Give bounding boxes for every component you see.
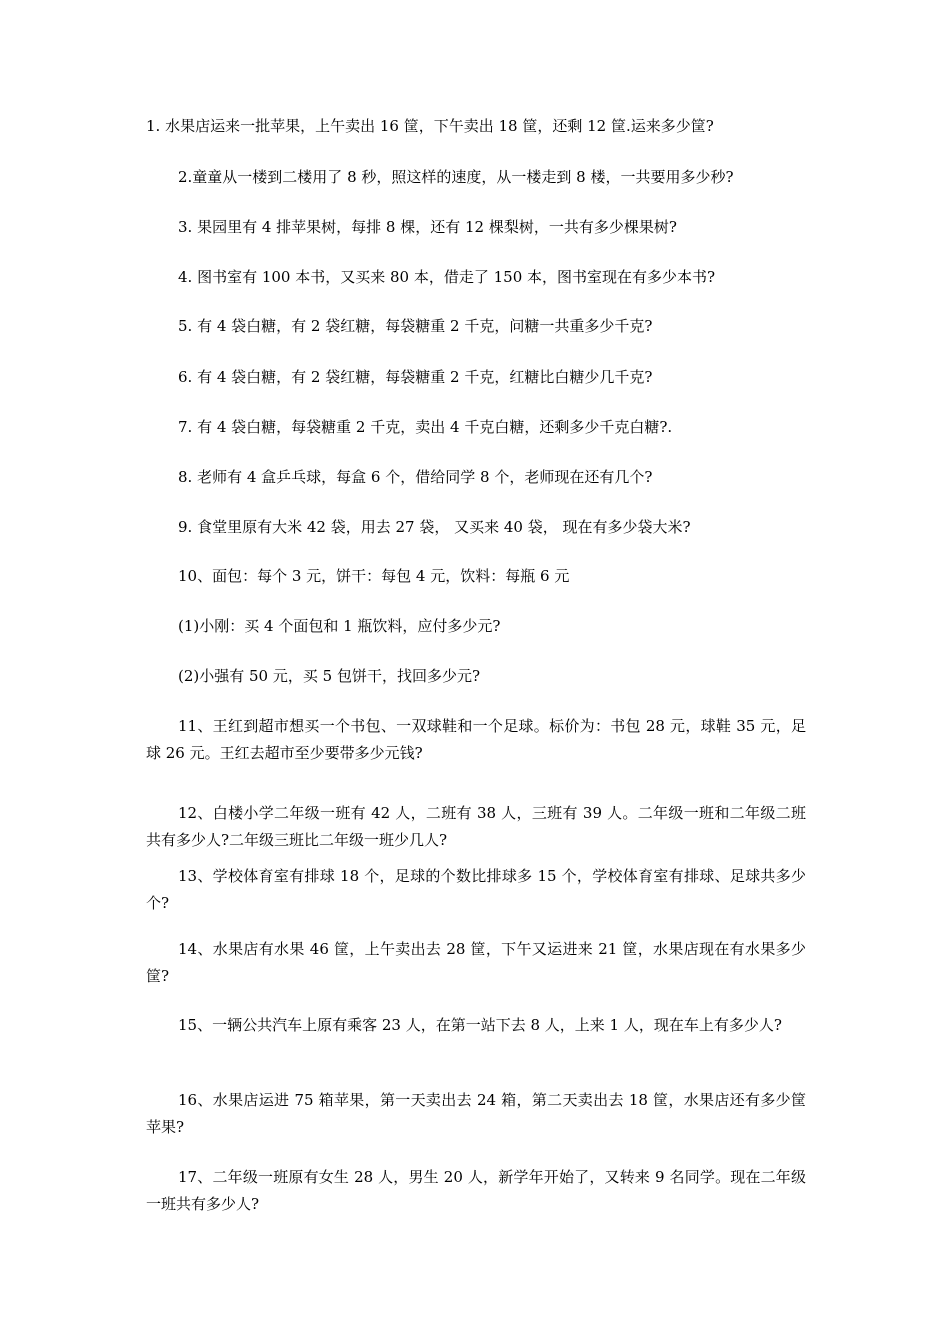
problem-10: 10、面包：每个 3 元，饼干：每包 4 元，饮料：每瓶 6 元 (178, 567, 570, 585)
problem-15: 15、一辆公共汽车上原有乘客 23 人，在第一站下去 8 人，上来 1 人，现在车上有多少人? (178, 1016, 782, 1034)
problem-2: 2.童童从一楼到二楼用了 8 秒，照这样的速度，从一楼走到 8 楼，一共要用多少秒? (178, 168, 734, 186)
problem-6: 6. 有 4 袋白糖，有 2 袋红糖，每袋糖重 2 千克，红糖比白糖少几千克? (178, 368, 653, 386)
problem-9: 9. 食堂里原有大米 42 袋，用去 27 袋， 又买来 40 袋， 现在有多少袋大米? (178, 518, 691, 536)
problem-3: 3. 果园里有 4 排苹果树，每排 8 棵，还有 12 棵梨树，一共有多少棵果树? (178, 218, 677, 236)
problem-13: 13、学校体育室有排球 18 个，足球的个数比排球多 15 个，学校体育室有排球、足球共多少个? (146, 867, 806, 912)
problem-1: 1. 水果店运来一批苹果，上午卖出 16 筐，下午卖出 18 筐，还剩 12 筐.运来多少筐? (146, 117, 714, 135)
problem-16: 16、水果店运进 75 箱苹果，第一天卖出去 24 箱，第二天卖出去 18 筐，水果店还有多少筐苹果? (146, 1091, 806, 1136)
problem-10-part-1: (1)小刚：买 4 个面包和 1 瓶饮料，应付多少元? (178, 617, 501, 635)
problem-17: 17、二年级一班原有女生 28 人，男生 20 人，新学年开始了，又转来 9 名同学。现在二年级一班共有多少人? (146, 1168, 806, 1213)
problem-4: 4. 图书室有 100 本书，又买来 80 本，借走了 150 本，图书室现在有多少本书? (178, 268, 716, 286)
problem-14: 14、水果店有水果 46 筐，上午卖出去 28 筐，下午又运进来 21 筐，水果店现在有水果多少筐? (146, 940, 806, 985)
problem-12: 12、白楼小学二年级一班有 42 人，二班有 38 人，三班有 39 人。二年级一班和二年级二班共有多少人?二年级三班比二年级一班少几人? (146, 804, 806, 849)
problem-11: 11、王红到超市想买一个书包、一双球鞋和一个足球。标价为：书包 28 元，球鞋 35 元，足球 26 元。王红去超市至少要带多少元钱? (146, 717, 806, 762)
problem-5: 5. 有 4 袋白糖，有 2 袋红糖，每袋糖重 2 千克，问糖一共重多少千克? (178, 317, 653, 335)
problem-10-part-2: (2)小强有 50 元，买 5 包饼干，找回多少元? (178, 667, 480, 685)
problem-7: 7. 有 4 袋白糖，每袋糖重 2 千克，卖出 4 千克白糖，还剩多少千克白糖?. (178, 418, 673, 436)
problem-8: 8. 老师有 4 盒乒乓球，每盒 6 个，借给同学 8 个，老师现在还有几个? (178, 468, 653, 486)
